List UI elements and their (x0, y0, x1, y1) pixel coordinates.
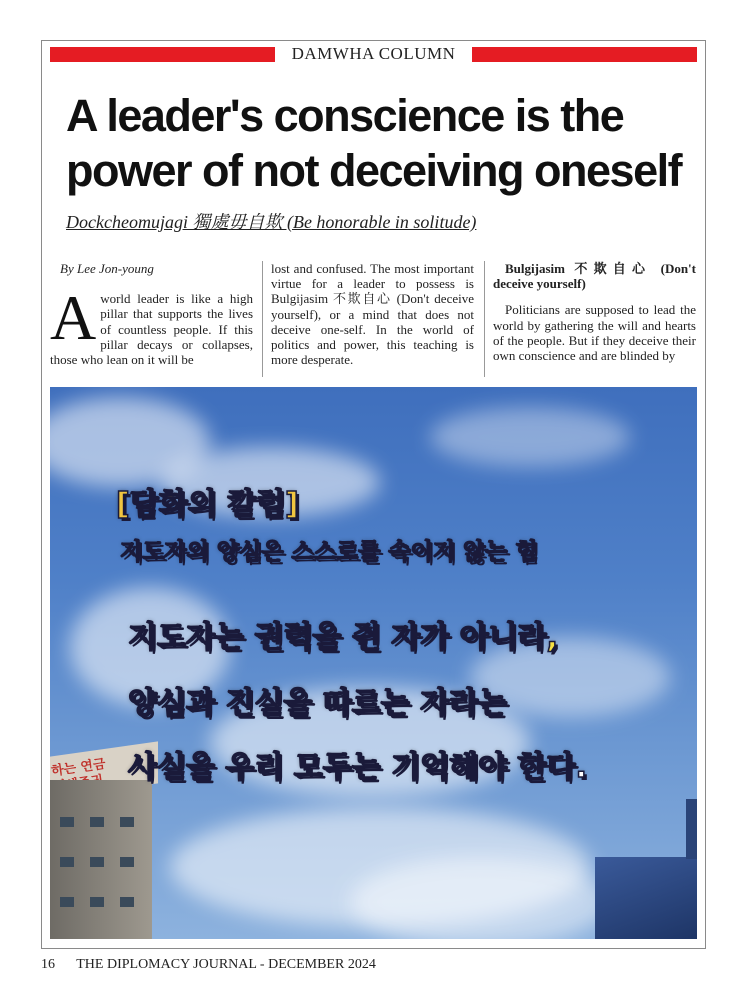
window (90, 897, 104, 907)
column-divider (484, 261, 485, 377)
headline (66, 88, 706, 198)
building-right-tower (686, 799, 697, 859)
overlay-quote-line-1: 지도자는 권력을 쥔 자가 아니라, (128, 620, 558, 655)
overlay-quote-line-2: 양심과 진실을 따르는 자라는 (128, 686, 508, 721)
byline: By Lee Jon-young (60, 261, 154, 276)
lead-paragraph (50, 282, 253, 368)
cloud (430, 407, 630, 467)
page-footer (41, 957, 376, 973)
overlay-subtitle: 지도자의 양심은 스스로를 속이지 않는 힘 (120, 539, 538, 565)
window (90, 857, 104, 867)
overlay-quote-line-3: 사실을 우리 모두는 기억해야 한다. (128, 750, 587, 785)
building-right (595, 857, 697, 939)
page-number: 16 (41, 957, 55, 972)
window (120, 897, 134, 907)
column-2-text: lost and confused. The most important virtue for a leader to possess is Bulgijasim 不欺自心 (Don't deceive yourself), or a mind that does not deceive one-self. In the world of politics and power, this teaching is more desperate. (271, 261, 474, 368)
article-column-3 (493, 261, 696, 377)
headline-line-1: A leader's conscience is the (66, 90, 624, 141)
window (120, 857, 134, 867)
window (90, 817, 104, 827)
section-label: DAMWHA COLUMN (291, 44, 456, 63)
article-column-1 (50, 261, 253, 377)
column-3-text: Politicians are supposed to lead the world by gathering the will and hearts of the people. But if they deceive their own conscience and are blinded by (493, 302, 696, 364)
cloud (350, 857, 610, 939)
headline-line-2: power of not deceiving oneself (66, 145, 682, 196)
window (120, 817, 134, 827)
column-1-text: world leader is like a high pillar that supports the lives of countless people. If this pillar decays or collapses, those who lean on it will be (50, 291, 253, 368)
window (60, 897, 74, 907)
publication-name: THE DIPLOMACY JOURNAL - DECEMBER 2024 (76, 957, 376, 972)
window (60, 857, 74, 867)
sign-text-line-1: 하는 연금 (50, 756, 107, 780)
drop-cap: A (50, 282, 97, 354)
subhead: Dockcheomujagi 獨處毋自欺 (Be honorable in solitude) (66, 212, 477, 232)
section-band-left (50, 47, 275, 62)
article-column-2 (271, 261, 474, 377)
feature-photo (50, 387, 697, 939)
overlay-title: [담화의 칼럼] (116, 487, 299, 522)
section-subtitle: Bulgijasim 不欺自心 (Don't deceive yourself) (493, 261, 696, 292)
column-divider (262, 261, 263, 377)
section-band-right (472, 47, 697, 62)
window (60, 817, 74, 827)
